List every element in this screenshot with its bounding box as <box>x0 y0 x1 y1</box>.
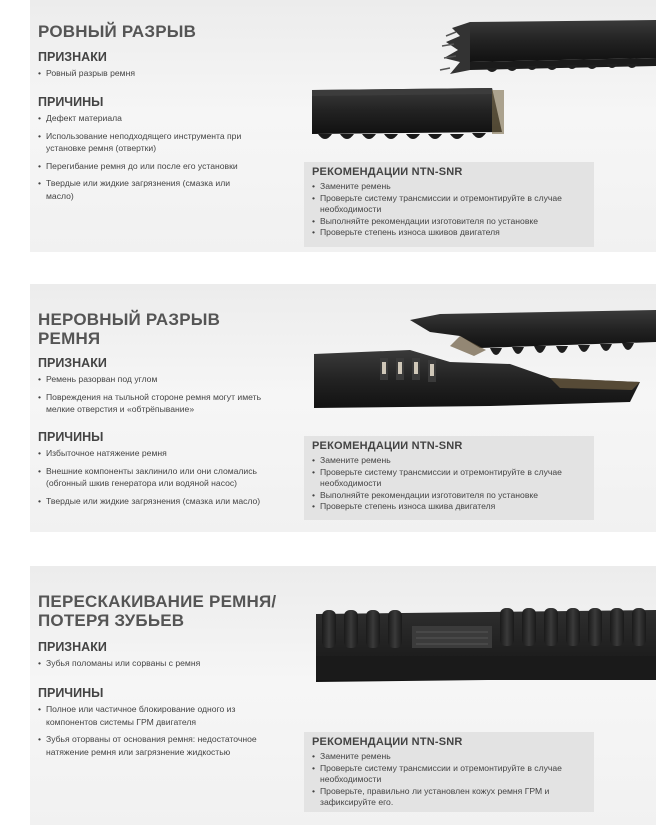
symptoms-heading: ПРИЗНАКИ <box>38 50 107 64</box>
section-uneven-break <box>30 284 656 532</box>
list-item: • Дефект материала <box>38 112 253 125</box>
causes-list <box>38 447 283 512</box>
list-item: • Твердые или жидкие загрязнения (смазка или масло) <box>38 495 283 508</box>
list-item: • Проверьте систему трансмиссии и отремонтируйте в случае необходимости <box>312 193 586 216</box>
causes-list <box>38 703 283 763</box>
recommendations-heading: РЕКОМЕНДАЦИИ NTN-SNR <box>312 736 463 748</box>
list-item: • Замените ремень <box>312 181 586 193</box>
symptoms-list <box>38 373 283 421</box>
list-item: • Перегибание ремня до или после его установки <box>38 160 253 173</box>
symptoms-list <box>38 657 283 675</box>
symptoms-list <box>38 67 268 85</box>
list-item: • Зубья оторваны от основания ремня: недостаточное натяжение ремня или загрязнение жидкостью <box>38 733 283 758</box>
list-item: • Ровный разрыв ремня <box>38 67 268 80</box>
list-item: • Внешние компоненты заклинило или они сломались (обгонный шкив генератора или водяной насос) <box>38 465 283 490</box>
causes-heading: ПРИЧИНЫ <box>38 686 104 700</box>
section-straight-break <box>30 0 656 252</box>
section-title: НЕРОВНЫЙ РАЗРЫВ РЕМНЯ <box>38 310 221 348</box>
list-item: • Повреждения на тыльной стороне ремня могут иметь мелкие отверстия и «обтрёпывание» <box>38 391 283 416</box>
recommendations-box <box>304 436 594 520</box>
list-item: • Выполняйте рекомендации изготовителя по установке <box>312 490 586 502</box>
recommendations-list <box>312 181 586 239</box>
recommendations-box <box>304 732 594 812</box>
symptoms-heading: ПРИЗНАКИ <box>38 356 107 370</box>
recommendations-heading: РЕКОМЕНДАЦИИ NTN-SNR <box>312 166 463 178</box>
list-item: • Зубья поломаны или сорваны с ремня <box>38 657 283 670</box>
symptoms-heading: ПРИЗНАКИ <box>38 640 107 654</box>
recommendations-box <box>304 162 594 247</box>
section-tooth-loss <box>30 566 656 825</box>
recommendations-list <box>312 751 586 809</box>
section-title: ПЕРЕСКАКИВАНИЕ РЕМНЯ/ ПОТЕРЯ ЗУБЬЕВ <box>38 592 277 630</box>
list-item: • Полное или частичное блокирование одного из компонентов системы ГРМ двигателя <box>38 703 283 728</box>
belt-missing-teeth-icon <box>312 606 656 686</box>
recommendations-list <box>312 455 586 513</box>
recommendations-heading: РЕКОМЕНДАЦИИ NTN-SNR <box>312 440 463 452</box>
list-item: • Проверьте систему трансмиссии и отремонтируйте в случае необходимости <box>312 467 586 490</box>
list-item: • Проверьте систему трансмиссии и отремонтируйте в случае необходимости <box>312 763 586 786</box>
list-item: • Проверьте степень износа шкива двигателя <box>312 501 586 513</box>
list-item: • Выполняйте рекомендации изготовителя по установке <box>312 216 586 228</box>
list-item: • Замените ремень <box>312 455 586 467</box>
causes-heading: ПРИЧИНЫ <box>38 95 104 109</box>
list-item: • Замените ремень <box>312 751 586 763</box>
causes-heading: ПРИЧИНЫ <box>38 430 104 444</box>
list-item: • Проверьте, правильно ли установлен кожух ремня ГРМ и зафиксируйте его. <box>312 786 586 809</box>
section-title: РОВНЫЙ РАЗРЫВ <box>38 22 197 41</box>
list-item: • Ремень разорван под углом <box>38 373 283 386</box>
list-item: • Проверьте степень износа шкивов двигателя <box>312 227 586 239</box>
list-item: • Избыточное натяжение ремня <box>38 447 283 460</box>
torn-belt-uneven-break-icon <box>310 306 656 421</box>
torn-belt-straight-break-icon <box>310 14 656 144</box>
list-item: • Использование неподходящего инструмента при установке ремня (отвертки) <box>38 130 253 155</box>
list-item: • Твердые или жидкие загрязнения (смазка или масло) <box>38 177 253 202</box>
causes-list <box>38 112 253 207</box>
